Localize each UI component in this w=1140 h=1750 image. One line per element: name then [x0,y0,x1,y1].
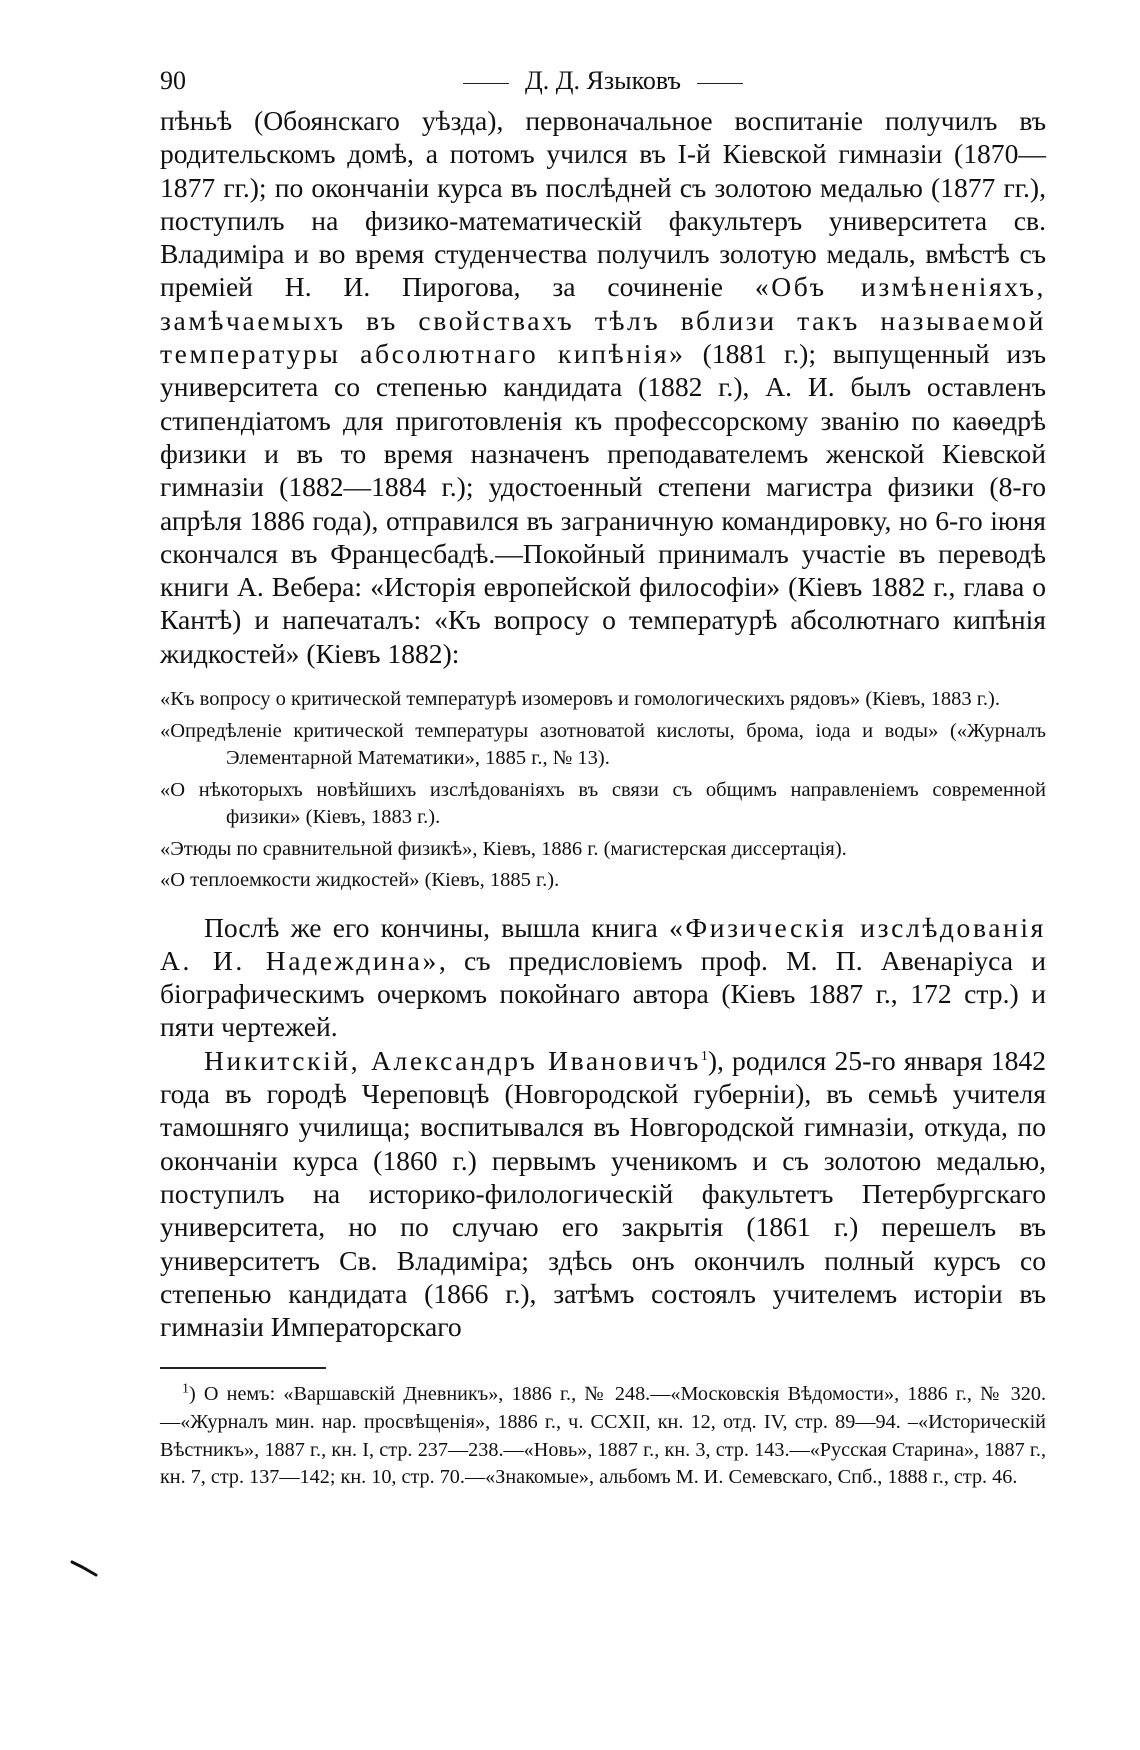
footnote [160,1381,1046,1491]
running-title [160,66,1046,96]
header-rule-right [697,83,743,84]
paragraph-2-start: Послѣ же его кончины, вышла книга [204,911,658,943]
footnote-reference[interactable]: 1 [700,1048,708,1064]
paragraph-3-rest: ), родился 25-го января 1842 года въ городѣ Череповцѣ (Новгородской губерніи), въ семьѣ учителя тамошняго училища; воспитывался въ Новгородской гимназіи, откуда, по окончаніи курса (1860 г.) первымъ ученикомъ и съ золотою медалью, поступилъ на историко-филологическій факультетъ Петербургскаго университета, но по случаю его закрытія (1861 г.) перешелъ въ университетъ Св. Владиміра; здѣсь онъ окончилъ полный курсъ со степенью кандидата (1866 г.), затѣмъ состоялъ учителемъ исторіи въ гимназіи Императорскаго [160,1044,1046,1343]
paragraph-continuation [160,104,1046,670]
paragraph-1-rest: (1881 г.); выпущенный изъ университета со степенью кандидата (1882 г.), А. И. былъ оставленъ стипендіатомъ для приготовленія къ профессорскому званію по каѳедрѣ физики и въ то время назначенъ преподавателемъ женской Кіевской гимназіи (1882—1884 г.); удостоенный степени магистра физики (8-го апрѣля 1886 года), отправился въ заграничную командировку, но 6-го іюня скончался въ Францесбадѣ.—Покойный принималъ участіе въ переводѣ книги А. Вебера: «Исторія европейской философіи» (Кіевъ 1882 г., глава о Кантѣ) и напечаталъ: «Къ вопросу о температурѣ абсолютнаго кипѣнія жидкостей» (Кіевъ 1882): [160,338,1046,669]
running-title-text: Д. Д. Языковъ [525,66,681,95]
person-name: Никитскій, Александръ Ивановичъ [204,1044,701,1076]
main-text-continued [160,911,1046,1344]
page-header [160,60,1046,104]
paragraph-2-rest: , съ предисловіемъ проф. М. П. Авенаріуса и біографическимъ очеркомъ покойнаго автора (Кіевъ 1887 г., 172 стр.) и пяти чертежей. [160,944,1046,1043]
paragraph-posthumous [160,911,1046,1044]
main-text [160,104,1046,670]
header-rule-left [463,83,509,84]
bibliography-entry: «О теплоемкости жидкостей» (Кіевъ, 1885 г.). [160,869,560,892]
bibliography-entry: «О нѣкоторыхъ новѣйшихъ изслѣдованіяхъ въ связи съ общимъ направленіемъ современной физики» (Кіевъ, 1883 г.). [160,778,1046,829]
dissertation-title: «Объ измѣненіяхъ, замѣчаемыхъ въ свойствахъ тѣлъ вблизи такъ называемой температуры абсолютнаго кипѣнія» [160,271,1046,370]
bibliography-entry: «Этюды по сравнительной физикѣ», Кіевъ, 1886 г. (магистерская диссертація). [160,837,847,860]
bibliography-entry: «Къ вопросу о критической температурѣ изомеровъ и гомологическихъ рядовъ» (Кіевъ, 1883 г.). [160,688,1000,711]
footnote-text: ) О немъ: «Варшавскій Дневникъ», 1886 г., № 248.—«Московскія Вѣдомости», 1886 г., № 320.—«Журналъ мин. нар. просвѣщенія», 1886 г., ч. CCXII, кн. 12, отд. IV, стр. 89—94. –«Историческій Вѣстникъ», 1887 г., кн. I, стр. 237—238.—«Новь», 1887 г., кн. 3, стр. 143.—«Русская Старина», 1887 г., кн. 7, стр. 137—142; кн. 10, стр. 70.—«Знакомые», альбомъ М. И. Семевскаго, Спб., 1888 г., стр. 46. [160,1383,1046,1489]
page-number: 90 [160,66,186,95]
paragraph-biography-nikitsky [160,1044,1046,1344]
book-page [160,60,1046,1492]
footnote-divider [160,1367,326,1369]
bibliography-list [160,686,1046,895]
book-title: «Физическія изслѣдованія А. И. Надеждина» [160,911,1046,976]
bibliography-entry: «Опредѣленіе критической температуры азотноватой кислоты, брома, іода и воды» («Журналъ Элементарной Математики», 1885 г., № 13). [160,719,1046,770]
margin-pencil-mark-icon [70,1558,100,1578]
footnote-mark: 1 [182,1381,189,1397]
paragraph-1-text: пѣньѣ (Обоянскаго уѣзда), первоначальное воспитаніе получилъ въ родительскомъ домѣ, а потомъ учился въ I-й Кіевской гимназіи (1870—1877 гг.); по окончаніи курса въ послѣдней съ золотою медалью (1877 гг.), поступилъ на физико-математическій факультеръ университета св. Владиміра и во время студенчества получилъ золотую медаль, вмѣстѣ съ преміей Н. И. Пирогова, за сочиненіе [160,105,1046,303]
